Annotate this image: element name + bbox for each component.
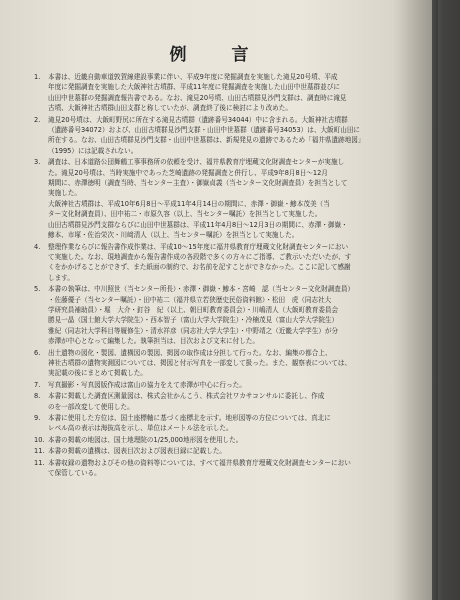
item-text-line: 実施した。 bbox=[48, 189, 81, 198]
item-text-line: 写真撮影・写真図版作成は富山の協力をえて赤澤が中心に行った。 bbox=[48, 380, 246, 389]
item-text-line: 本書収録の遺物およびその他の資料等については、すべて福井県教育庁埋蔵文化財調査センターにおい bbox=[48, 458, 351, 467]
preface-item bbox=[34, 72, 426, 114]
item-number: 3. bbox=[34, 158, 41, 167]
preface-item bbox=[34, 380, 426, 390]
item-text-line: ター文化財調査員）、田中祐二・市原久容（以上、当センター嘱託）を担当として実施した。 bbox=[48, 210, 322, 219]
item-text-line: 出土遺物の図化・製図、遺構図の製図、掲図の取作成は分担して行った。なお、編集の都合上、 bbox=[48, 348, 332, 357]
preface-item bbox=[34, 391, 426, 412]
item-text-line: 調査は、日本道路公団舞鶴工事事務所の依頼を受け、福井県教育庁埋蔵文化財調査センターが実施し bbox=[48, 158, 345, 167]
item-number: 4. bbox=[34, 242, 41, 251]
item-text-line: 本書に掲載した調査区測量図は、株式会社かんこう、株式会社ワカサコンサルに委託し、作成 bbox=[48, 392, 325, 401]
preface-list bbox=[34, 72, 426, 592]
item-text-line: します。 bbox=[48, 273, 74, 282]
page-shadow bbox=[438, 0, 460, 600]
item-text-line: （遺跡番号34072）および、山田古墳群見沙門支群・山田中世墓群（遺跡番号34053）は、大飯町山田に bbox=[48, 126, 361, 135]
item-text-line: 所在する。なお、山田古墳群見沙門支群・山田中世墓群は、新規発見の遺跡であるため「福井県遺跡地図」 bbox=[48, 136, 365, 145]
item-text-line: 滝見20号墳は、大飯町野尻に所在する滝見古墳群（遺跡番号34044）中に含まれる。大飯神社古墳群 bbox=[48, 115, 348, 124]
item-text-line: 整理作業ならびに報告書作成作業は、平成10～15年度に福井県教育庁埋蔵文化財調査センターにおい bbox=[48, 242, 349, 251]
item-text-line: 鯵本、市塚・佐治栄次・川﨑清人（以上、当センター嘱託）を担当として実施した。 bbox=[48, 231, 299, 240]
page-title: 例 言 bbox=[169, 45, 263, 65]
preface-item bbox=[34, 115, 426, 157]
item-text-line: 大飯神社古墳群は、平成10年6月8日～平成11年4月14日の期間に、赤澤・御嶽・鯵本茂美（当 bbox=[48, 199, 330, 208]
item-text-line: 赤澤が中心となって編集した。執筆担当は、目次および文末に付した。 bbox=[48, 337, 259, 346]
item-text-line: 神社古墳群の遺物実測図については、掲図と付示写真を一部変して扱った。また、観察表については、 bbox=[48, 358, 352, 367]
item-text-line: レベル高の表示は海抜高を示し、単位はメートル法を示した。 bbox=[48, 424, 233, 433]
adjacent-page-edge bbox=[432, 0, 460, 600]
item-text-line: 雅紀（同志社大学科目等履修生）・清水祥彦（同志社大学大学生）・中野靖之（近畿大学学生）が分 bbox=[48, 326, 339, 335]
item-text-line: 実記載の後にまとめて掲載した。 bbox=[48, 369, 147, 378]
preface-item bbox=[34, 458, 426, 479]
item-text-line: 山田中世墓群の発掘調査報告書である。なお、滝見20号墳、山田古墳群見沙門支群は、調査時に滝見 bbox=[48, 93, 347, 102]
preface-item bbox=[34, 348, 426, 379]
item-number: 2. bbox=[34, 115, 41, 124]
preface-item bbox=[34, 284, 426, 346]
item-text-line: （1995）には記載されない。 bbox=[48, 146, 138, 155]
item-text-line: 古墳、大飯神社古墳群山田支群と称していたが、調査終了後に検討により改めた。 bbox=[48, 104, 292, 113]
item-text-line: 本書は、近畿自動車道敦賀線建設事業に伴い、平成9年度に発掘調査を実施した滝見20号墳、平成 bbox=[48, 73, 338, 81]
item-text-line: 本書の執筆は、中川照世（当センター所長）・赤澤・御嶽・鯵本・宮崎 認（当センター文化財調査員） bbox=[48, 285, 355, 294]
item-number: 7. bbox=[34, 380, 41, 389]
preface-item bbox=[34, 446, 426, 456]
item-number: 10. bbox=[34, 435, 45, 444]
preface-item bbox=[34, 242, 426, 284]
item-number: 11. bbox=[34, 447, 45, 456]
item-text-line: 本書の掲載の遺構は、図表目次および図表目録に記載した。 bbox=[48, 447, 227, 456]
item-number: 5. bbox=[34, 285, 41, 294]
preface-item bbox=[34, 435, 426, 445]
item-text-line: た。滝見20号墳は、当時実施中であった芝崎遺跡の発掘調査と併行し、平成9年8月8日～12月 bbox=[48, 168, 328, 177]
item-text-line: 勝見一晶（国士館大学大学院生）・西本智子（富山大学大学院生）・冷楠茂見（富山大学大学院生） bbox=[48, 316, 339, 325]
item-number: 1. bbox=[34, 73, 41, 81]
item-text-line: て保管している。 bbox=[48, 469, 101, 478]
item-text-line: くをかかげることができず、また紙面の制約で、お名前を記すことができなかった。ここに記して感謝 bbox=[48, 263, 351, 272]
item-text-line: 本書の掲載の地図は、国土地理院の1/25,000地形図を使用した。 bbox=[48, 435, 243, 444]
item-number: 9. bbox=[34, 414, 41, 422]
preface-item bbox=[34, 413, 426, 434]
item-text-line: 山田古墳群見沙門支群ならびに山田中世墓群は、平成11年4月8日～12月3日の期間に、赤澤・御嶽・ bbox=[48, 220, 348, 229]
item-text-line: 学研究員補助員）・堀 大介・釘谷 紀（以上、朝日町教育委員会）・川嶋清人（大飯町教育委員会 bbox=[48, 305, 339, 314]
item-text-line: 期間に、赤澤徳明（調査当時、当センター主査）・御嶽貞義（当センター文化財調査員）を担当として bbox=[48, 179, 348, 188]
item-text-line: ・佐藤優子（当センター嘱託）・田中祐二（福井県立若狭歴史民俗資料館）・松田 虎（同志社大 bbox=[48, 295, 332, 304]
item-text-line: 本書に使用した方位は、国土座標軸に基づく座標北を示す。地形図等の方位については、真北に bbox=[48, 414, 331, 422]
item-number: 6. bbox=[34, 348, 41, 357]
item-text-line: 年度に発掘調査を実施した大飯神社古墳群、平成11年度に発掘調査を実施した山田中世墓群並びに bbox=[48, 83, 340, 92]
item-text-line: て実施した。なお、現地調査から報告書作成の各段階で多くの方々にご指導、ご教示いただいたが、す bbox=[48, 252, 352, 261]
item-number: 8. bbox=[34, 392, 41, 401]
item-number: 11. bbox=[34, 458, 45, 467]
item-text-line: のを一部改変して使用した。 bbox=[48, 402, 134, 411]
preface-item bbox=[34, 157, 426, 240]
